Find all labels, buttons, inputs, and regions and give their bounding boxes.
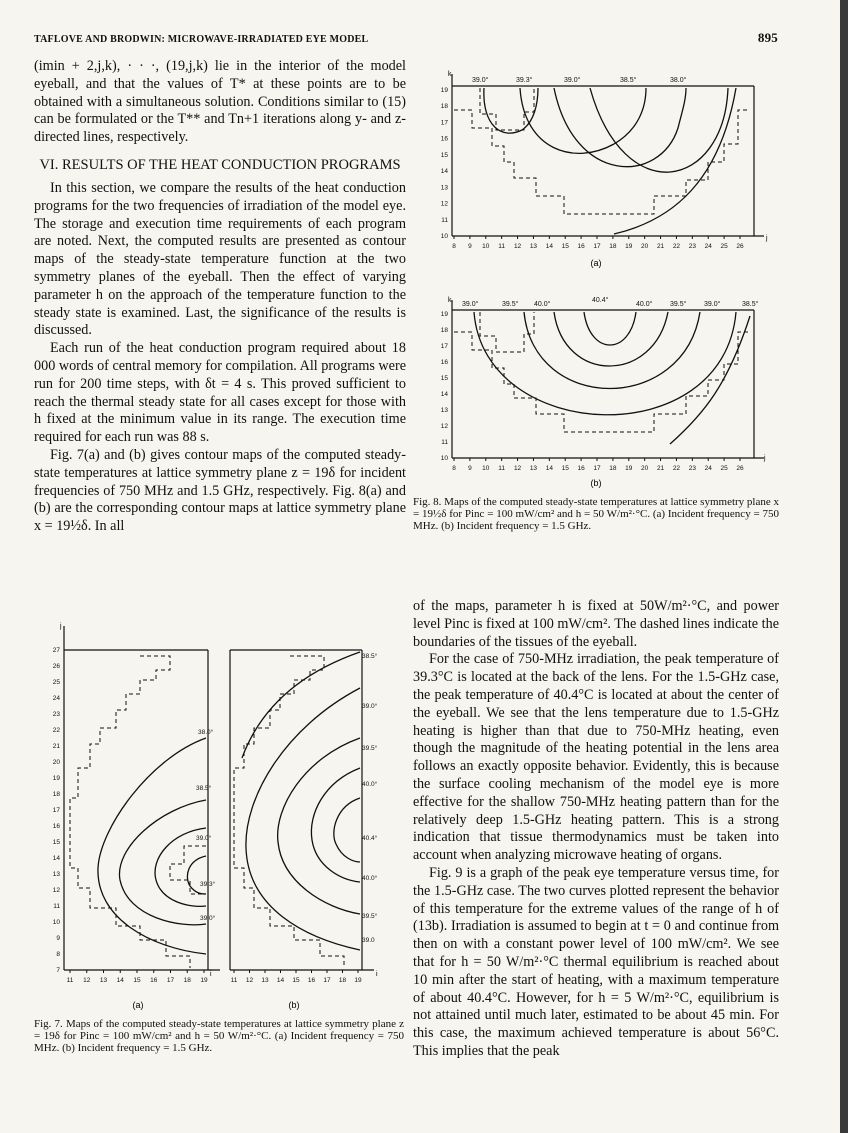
- fig7b-sublabel: (b): [288, 1000, 300, 1010]
- fig7b-contour-map: [224, 618, 400, 1010]
- x-tick-label: 14: [545, 465, 553, 472]
- fig7b-x-ticks: [231, 970, 362, 984]
- y-tick-label: 16: [440, 135, 448, 143]
- x-tick-label: 12: [513, 465, 522, 472]
- x-tick-label: 20: [641, 243, 649, 250]
- fig8-caption: Fig. 8. Maps of the computed steady-state temperatures at lattice symmetry plane x = 19½δ for Pinc = 100 mW/cm² and h = 50 W/m²·°C. (a) Incident frequency = 750 MHz. (b) Incident frequency = 1.5 GHz.: [413, 496, 779, 532]
- temp-label: 40.0°: [362, 875, 378, 882]
- y-tick-label: 19: [440, 311, 448, 318]
- paragraph: Fig. 9 is a graph of the peak eye temperature versus time, for the 1.5-GHz case. The two curves plotted represent the behavior of this temperature for the extreme values of the range of h of (13b). Irradiation is assumed to begin at t = 0 and continue from then on with a constant power level of 100 mW/cm². We see that for h = 50 W/m²·°C thermal equilibrium is reached about 10 min after the start of heating, with a maximum temperature of about 40.4°C. However, for h = 5 W/m²·°C, equilibrium is not attained until much later, estimated to be about 45 min. For this case, the maximum achieved temperature is about 56°C. This implies that the peak: [413, 864, 779, 1059]
- x-tick-label: 12: [245, 977, 254, 984]
- contour-line: [584, 312, 636, 345]
- contour-line: [590, 88, 728, 172]
- y-tick-label: 11: [53, 903, 60, 910]
- x-tick-label: 16: [307, 977, 316, 984]
- x-tick-label: 22: [672, 243, 681, 250]
- temp-label: 39.0°: [196, 835, 212, 842]
- temp-label: 38.5°: [742, 301, 759, 308]
- x-tick-label: 25: [720, 243, 728, 250]
- scan-edge: [840, 0, 848, 1133]
- y-tick-label: 14: [440, 168, 448, 176]
- y-tick-label: 17: [440, 119, 448, 127]
- y-tick-label: 10: [440, 455, 448, 462]
- y-tick-label: 12: [52, 887, 60, 894]
- y-tick-label: 15: [440, 375, 448, 382]
- x-tick-label: 17: [593, 465, 601, 472]
- contour-line: [242, 652, 360, 758]
- paragraph: Each run of the heat conduction program required about 18 000 words of central memory for compilation. All programs were run for 200 time steps, with δt = 4 s. This proved sufficient to reach the thermal steady state for all cases except for those with h fixed at the minimum value in its range. The execution time required for each run was 88 s.: [34, 340, 406, 446]
- x-tick-label: 17: [593, 243, 601, 250]
- fig8b-contour-lens: [480, 312, 534, 352]
- contour-line: [334, 798, 360, 862]
- fig7-caption: Fig. 7. Maps of the computed steady-state temperatures at lattice symmetry plane z = 19δ for Pinc = 100 mW/cm² and h = 50 W/m²·°C. (a) Incident frequency = 750 MHz. (b) Incident frequency = 1.5 GHz.: [34, 1018, 404, 1054]
- temp-label: 40.4°: [592, 297, 609, 304]
- fig8a-contours: [484, 88, 736, 234]
- x-tick-label: 11: [498, 465, 506, 472]
- x-tick-label: 11: [66, 977, 74, 984]
- fig7a-y-ticks: [53, 647, 61, 974]
- x-tick-label: 14: [116, 977, 124, 984]
- y-tick-label: 14: [52, 855, 60, 862]
- fig8b-x-ticks: [452, 458, 744, 472]
- y-tick-label: 9: [56, 935, 60, 942]
- fig8a-top-labels: [472, 76, 687, 84]
- x-tick-label: 23: [688, 243, 696, 250]
- fig7b-contours: [242, 652, 360, 950]
- paragraph: In this section, we compare the results of the heat conduction programs for the two frequencies of irradiation of the model eye. The storage and execution time requirements of each program are noted. Next, the computed results are presented as contour maps of the steady-state temperature function at the two symmetry planes of the eyeball. Then the effect of varying parameter h on the approach of the temperature function to the steady state is examined. Last, the significance of the results is discussed.: [34, 179, 406, 339]
- x-tick-label: 26: [736, 243, 744, 250]
- paragraph: of the maps, parameter h is fixed at 50W/m²·°C, and power level Pinc is fixed at 100 mW/cm². The dashed lines indicate the boundaries of the tissues of the eyeball.: [413, 598, 779, 650]
- fig8b-contours: [474, 312, 750, 444]
- fig8a-x-ticks: [452, 236, 744, 250]
- temp-label: 38.5°: [620, 77, 637, 84]
- x-tick-label: 16: [577, 243, 585, 250]
- x-tick-label: 12: [513, 243, 522, 250]
- fig8a-y-ticks: [441, 87, 449, 240]
- right-column: [413, 598, 779, 1061]
- x-tick-label: 13: [261, 977, 269, 984]
- temp-label: 38.0°: [670, 77, 687, 84]
- paragraph: (imin + 2,j,k), · · ·, (19,j,k) lie in the interior of the model eyeball, and that the values of T* at these points are to be obtained with a simultaneous solution. Conditions similar to (15) can be formulated or the T** and Tn+1 iterations along y- and z-directed lines, respectively.: [34, 58, 406, 146]
- x-tick-label: 17: [166, 977, 175, 984]
- x-tick-label: 15: [561, 243, 569, 250]
- temp-label: 39.5°: [502, 301, 519, 308]
- axis-label-k: k: [448, 71, 452, 78]
- x-tick-label: 11: [498, 243, 506, 250]
- temp-label: 39.0°: [704, 301, 721, 308]
- y-tick-label: 7: [56, 967, 60, 974]
- temp-label: 40.4°: [362, 835, 378, 842]
- y-tick-label: 25: [52, 679, 60, 686]
- paragraph: Fig. 7(a) and (b) gives contour maps of the computed steady-state temperatures at lattice symmetry plane z = 19δ for incident frequencies of 750 MHz and 1.5 GHz, respectively. Fig. 8(a) and (b) are the corresponding contour maps at lattice symmetry plane x = 19½δ. In all: [34, 446, 406, 535]
- fig8a-sublabel: (a): [590, 258, 602, 268]
- x-tick-label: 9: [468, 465, 472, 472]
- axis-label-i: i: [210, 971, 212, 978]
- fig8b-top-labels: [462, 296, 759, 308]
- x-tick-label: 8: [452, 243, 456, 250]
- axis-label-k: k: [448, 297, 452, 304]
- temp-label: 39.0°: [200, 915, 216, 922]
- fig8a-tissue-boundary: [454, 110, 750, 214]
- y-tick-label: 13: [52, 871, 60, 878]
- temp-label: 39.0: [362, 937, 375, 944]
- temp-label: 39.5°: [362, 913, 378, 920]
- contour-line: [524, 312, 700, 389]
- y-tick-label: 11: [441, 439, 448, 446]
- axis-label-i: i: [376, 971, 378, 978]
- x-tick-label: 9: [468, 243, 472, 250]
- y-tick-label: 13: [440, 407, 448, 414]
- x-tick-label: 13: [529, 243, 538, 250]
- y-tick-label: 22: [52, 727, 60, 734]
- x-tick-label: 19: [200, 977, 208, 984]
- x-tick-label: 18: [609, 465, 617, 472]
- fig8b-sublabel: (b): [590, 478, 602, 488]
- section-title: VI. RESULTS OF THE HEAT CONDUCTION PROGRAMS: [39, 156, 401, 173]
- y-tick-label: 24: [52, 695, 60, 702]
- y-tick-label: 13: [440, 184, 448, 192]
- contour-line: [246, 688, 360, 950]
- contour-line: [554, 312, 668, 366]
- y-tick-label: 20: [52, 759, 60, 766]
- x-tick-label: 8: [452, 465, 456, 472]
- x-tick-label: 21: [656, 465, 665, 472]
- fig7b-side-labels: [362, 652, 378, 944]
- temp-label: 39.5°: [362, 745, 378, 752]
- temp-label: 39.3°: [516, 77, 533, 84]
- x-tick-label: 23: [688, 465, 696, 472]
- contour-line: [311, 768, 360, 882]
- temp-label: 38.5°: [362, 653, 378, 660]
- running-head-title: TAFLOVE AND BRODWIN: MICROWAVE-IRRADIATED EYE MODEL: [34, 34, 369, 45]
- y-tick-label: 19: [52, 775, 60, 782]
- fig8b-tissue-boundary: [454, 332, 750, 432]
- temp-label: 39.3°: [200, 881, 216, 888]
- x-tick-label: 25: [720, 465, 728, 472]
- axis-label-j: j: [764, 455, 766, 462]
- x-tick-label: 22: [672, 465, 681, 472]
- y-tick-label: 18: [440, 327, 448, 334]
- x-tick-label: 19: [625, 465, 633, 472]
- y-tick-label: 12: [440, 200, 448, 208]
- y-tick-label: 21: [52, 743, 60, 750]
- y-tick-label: 23: [52, 711, 60, 718]
- x-tick-label: 18: [609, 243, 617, 250]
- fig7a-contour-map: [40, 618, 224, 1010]
- x-tick-label: 19: [625, 243, 633, 250]
- temp-label: 40.0°: [362, 781, 378, 788]
- contour-line: [278, 738, 360, 914]
- temp-label: 39.0°: [462, 301, 479, 308]
- y-tick-label: 15: [52, 839, 60, 846]
- contour-line: [484, 88, 538, 133]
- temp-label: 39.0°: [564, 77, 581, 84]
- running-header: [34, 30, 778, 48]
- x-tick-label: 16: [577, 465, 585, 472]
- fig8b-y-ticks: [441, 311, 449, 462]
- x-tick-label: 18: [338, 977, 347, 984]
- x-tick-label: 18: [183, 977, 191, 984]
- y-tick-label: 12: [440, 423, 448, 430]
- temp-label: 40.0°: [636, 301, 653, 308]
- fig8b-axes: [452, 300, 764, 458]
- y-tick-label: 10: [52, 919, 60, 926]
- fig8b-contour-map: [424, 294, 774, 494]
- y-tick-label: 17: [52, 807, 60, 814]
- fig8a-contour-lens: [480, 88, 534, 130]
- y-tick-label: 26: [52, 663, 60, 670]
- fig7a-x-ticks: [67, 970, 208, 984]
- y-tick-label: 27: [52, 647, 60, 654]
- fig7a-sublabel: (a): [132, 1000, 144, 1010]
- x-tick-label: 24: [704, 465, 712, 472]
- x-tick-label: 26: [736, 465, 744, 472]
- y-tick-label: 10: [440, 233, 448, 240]
- fig8a-axes: [452, 74, 764, 236]
- left-column: [34, 58, 406, 536]
- axis-label-j: j: [766, 235, 768, 242]
- y-tick-label: 18: [52, 791, 60, 798]
- x-tick-label: 11: [230, 977, 238, 984]
- x-tick-label: 19: [354, 977, 362, 984]
- x-tick-label: 24: [704, 243, 712, 250]
- x-tick-label: 13: [99, 977, 108, 984]
- x-tick-label: 15: [292, 977, 300, 984]
- y-tick-label: 17: [440, 343, 448, 350]
- fig8a-contour-map: [424, 70, 774, 270]
- page-number: 895: [757, 30, 778, 45]
- contour-line: [614, 88, 736, 234]
- paragraph: For the case of 750-MHz irradiation, the peak temperature of 39.3°C is located at the back of the lens. For the 1.5-GHz case, the peak temperature of 40.4°C is located at about the center of the eyeball. We see that the lens temperature due to 1.5-GHz heating is higher than that due to 750-MHz heating, even though the magnitude of the heating potential in the lens area follows an exactly opposite behavior. Evidently, this is because the surface cooling mechanism of the model eye is more effective for the shallow 750-MHz heating pattern than for the relatively deep 1.5-GHz heating pattern. This is a strong indication that tissue thermodynamics must be taken into account when analyzing microwave heating of organs.: [413, 651, 779, 864]
- y-tick-label: 11: [441, 216, 448, 224]
- x-tick-label: 20: [641, 465, 649, 472]
- y-tick-label: 8: [56, 951, 60, 958]
- x-tick-label: 13: [529, 465, 538, 472]
- y-tick-label: 14: [440, 391, 448, 398]
- temp-label: 38.0°: [198, 729, 214, 736]
- x-tick-label: 14: [545, 243, 553, 250]
- x-tick-label: 16: [150, 977, 158, 984]
- axis-label-j: j: [60, 623, 62, 630]
- x-tick-label: 14: [276, 977, 285, 984]
- x-tick-label: 21: [656, 243, 665, 250]
- x-tick-label: 17: [323, 977, 331, 984]
- x-tick-label: 15: [561, 465, 569, 472]
- temp-label: 40.0°: [534, 301, 551, 308]
- x-tick-label: 12: [83, 977, 91, 984]
- y-tick-label: 19: [440, 87, 448, 94]
- y-tick-label: 16: [440, 359, 448, 366]
- temp-label: 39.0°: [472, 77, 489, 84]
- contour-line: [554, 88, 686, 167]
- x-tick-label: 10: [482, 465, 490, 472]
- contour-line: [520, 88, 646, 153]
- y-tick-label: 15: [440, 151, 448, 159]
- fig7a-axes: [64, 626, 220, 970]
- y-tick-label: 16: [52, 823, 60, 830]
- temp-label: 39.0°: [362, 703, 378, 710]
- y-tick-label: 18: [440, 103, 448, 111]
- temp-label: 39.5°: [670, 301, 687, 308]
- x-tick-label: 15: [133, 977, 141, 984]
- temp-label: 38.5°: [196, 785, 212, 792]
- x-tick-label: 10: [482, 243, 490, 250]
